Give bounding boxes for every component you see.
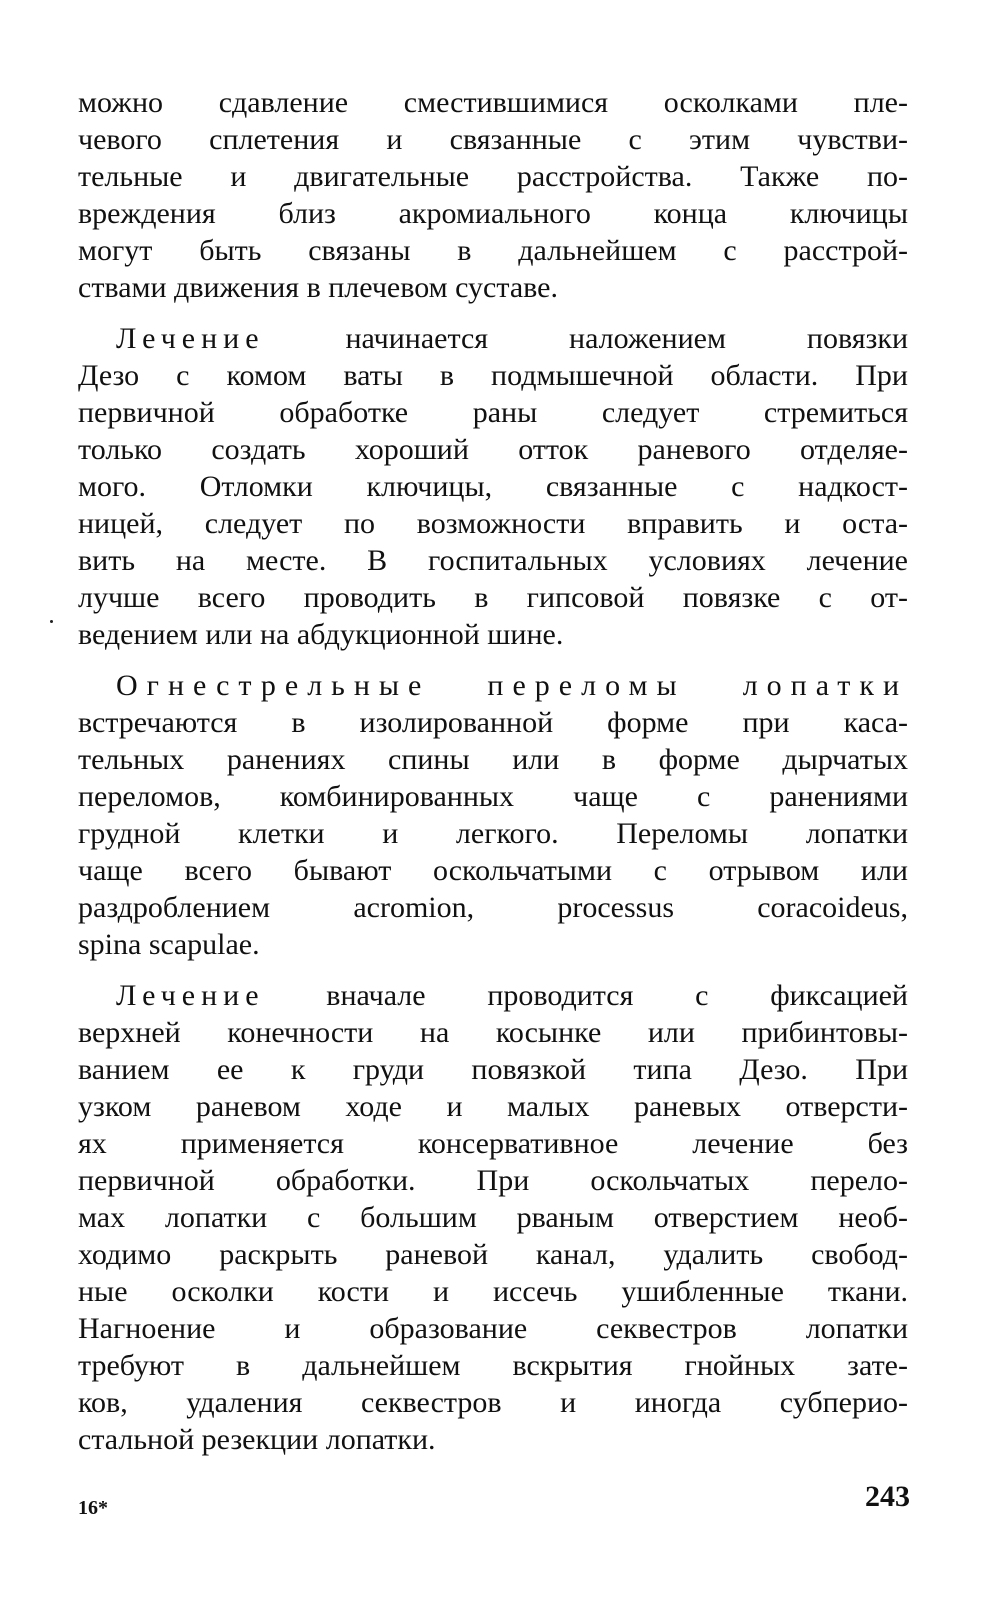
paragraph-4 <box>78 977 908 1458</box>
text-line: первичной обработке раны следует стремиться <box>78 396 908 429</box>
page-number: 243 <box>865 1480 910 1513</box>
text-line: могут быть связаны в дальнейшем с расстрой- <box>78 234 908 267</box>
text-line: ков, удаления секвестров и иногда субпериo- <box>78 1386 908 1419</box>
text-line: стальной резекции лопатки. <box>78 1423 436 1456</box>
spaced-heading: Огнестрельные переломы лопатки <box>116 669 908 702</box>
text-line: ходимо раскрыть раневой канал, удалить свобод- <box>78 1238 908 1271</box>
text-fragment: вначале проводится с фиксацией <box>264 979 908 1012</box>
text-line: верхней конечности на косынке или прибинтовы- <box>78 1016 908 1049</box>
paragraph-3 <box>78 667 908 963</box>
text-line: вреждения близ акромиального конца ключицы <box>78 197 908 230</box>
page-body <box>78 84 908 1472</box>
text-line: можно сдавление сместившимися осколками пле- <box>78 86 908 119</box>
text-line: чаще всего бывают оскольчатыми с отрывом или <box>78 854 908 887</box>
paragraph-1 <box>78 84 908 306</box>
text-line: spina scapulae. <box>78 928 260 961</box>
text-line: мах лопатки с большим рваным отверстием необ- <box>78 1201 908 1234</box>
text-line: узком раневом ходе и малых раневых отверсти- <box>78 1090 908 1123</box>
text-line: ствами движения в плечевом суставе. <box>78 271 558 304</box>
text-line: ванием ее к груди повязкой типа Дезо. При <box>78 1053 908 1086</box>
text-line: мого. Отломки ключицы, связанные с надкост- <box>78 470 908 503</box>
text-line: грудной клетки и легкого. Переломы лопатки <box>78 817 908 850</box>
text-line: ях применяется консервативное лечение без <box>78 1127 908 1160</box>
text-line-with-lead <box>78 977 908 1014</box>
text-line: ведением или на абдукционной шине. <box>78 618 564 651</box>
text-line: Нагноение и образование секвестров лопатки <box>78 1312 908 1345</box>
text-line: вить на месте. В госпитальных условиях лечение <box>78 544 908 577</box>
text-line: тельные и двигательные расстройства. Также по- <box>78 160 908 193</box>
text-line-with-lead <box>78 320 908 357</box>
text-line: чевого сплетения и связанные с этим чувстви- <box>78 123 908 156</box>
text-line: требуют в дальнейшем вскрытия гнойных зате- <box>78 1349 908 1382</box>
text-line: ные осколки кости и иссечь ушибленные ткани. <box>78 1275 908 1308</box>
text-line: ницей, следует по возможности вправить и оста- <box>78 507 908 540</box>
text-line: первичной обработки. При оскольчатых перело- <box>78 1164 908 1197</box>
text-line-with-lead <box>78 667 908 704</box>
text-line: только создать хороший отток раневого отделяе- <box>78 433 908 466</box>
paragraph-2 <box>78 320 908 653</box>
text-fragment: начинается наложением повязки <box>264 322 908 355</box>
text-line: переломов, комбинированных чаще с ранениями <box>78 780 908 813</box>
signature-mark: 16* <box>78 1497 108 1519</box>
spaced-heading: Лечение <box>116 322 265 355</box>
text-line: лучше всего проводить в гипсовой повязке с от- <box>78 581 908 614</box>
text-line: тельных ранениях спины или в форме дырчатых <box>78 743 908 776</box>
spaced-heading: Лечение <box>116 979 265 1012</box>
text-line: встречаются в изолированной форме при каса- <box>78 706 908 739</box>
print-speck <box>50 620 53 623</box>
text-line: Дезо с комом ваты в подмышечной области. При <box>78 359 908 392</box>
text-line: раздроблением acromion, processus coracoideus, <box>78 891 908 924</box>
